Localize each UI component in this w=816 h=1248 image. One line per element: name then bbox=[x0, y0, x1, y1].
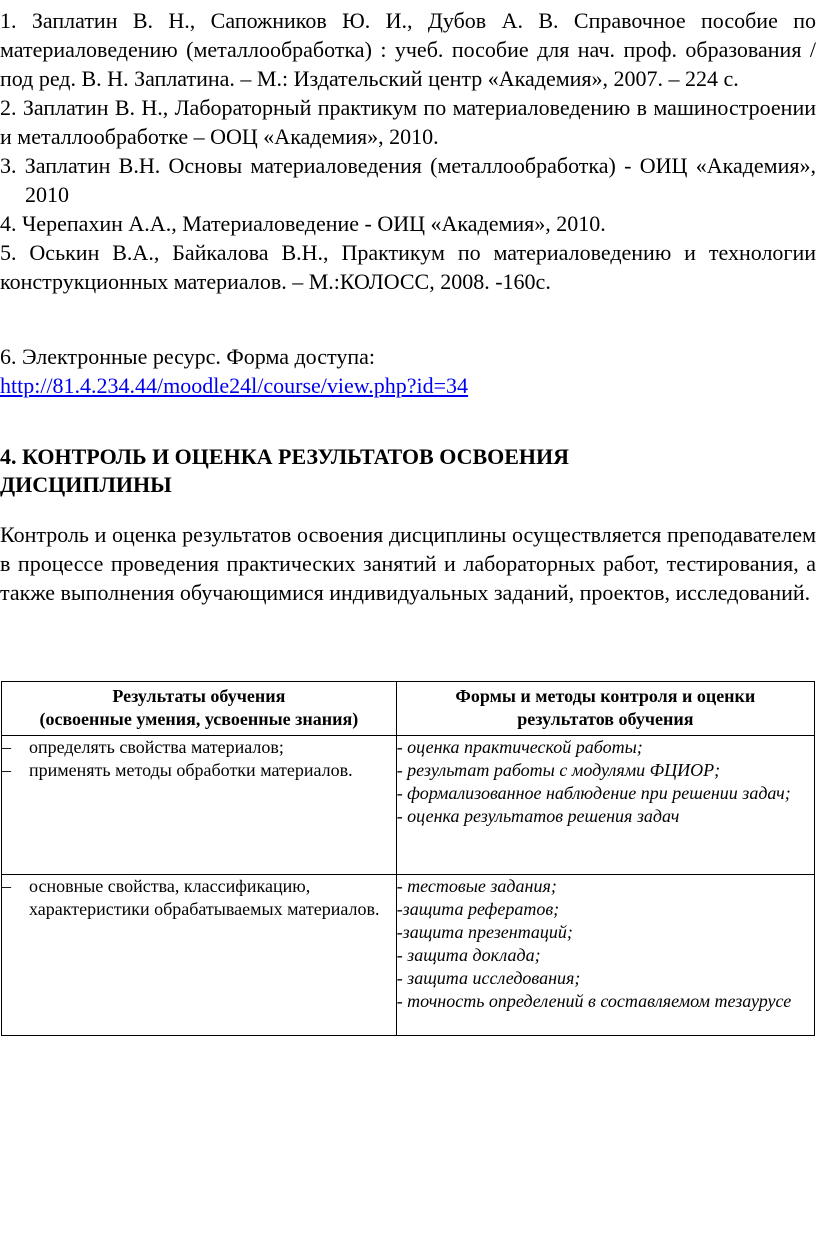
result-item bbox=[2, 759, 396, 782]
reference-item: 1. Заплатин В. Н., Сапожников Ю. И., Дубов А. В. Справочное пособие по материаловедению (металлообработка) : учеб. пособие для нач. проф. образования / под ред. В. Н. Заплатина. – М.: Издательский центр «Академия», 2007. – 224 с. bbox=[0, 8, 816, 91]
result-text: определять свойства материалов; bbox=[29, 737, 284, 757]
method-item: - защита исследования; bbox=[396, 968, 581, 988]
results-cell bbox=[2, 736, 397, 875]
header-line: результатов обучения bbox=[517, 709, 694, 729]
header-line: (освоенные умения, усвоенные знания) bbox=[39, 709, 359, 729]
header-line: Результаты обучения bbox=[112, 686, 286, 706]
results-cell bbox=[2, 875, 397, 1036]
method-item: - формализованное наблюдение при решении задач; bbox=[396, 783, 791, 803]
result-item bbox=[2, 736, 396, 759]
results-column-header bbox=[2, 682, 397, 736]
dash-bullet: – bbox=[2, 876, 11, 896]
reference-item: 5. Оськин В.А., Байкалова В.Н., Практикум по материаловедению и технологии конструкционных материалов. – М.:КОЛОСС, 2008. -160с. bbox=[0, 240, 816, 294]
electronic-resource-label: 6. Электронные ресурс. Форма доступа: bbox=[0, 344, 375, 369]
methods-column-header bbox=[396, 682, 814, 736]
method-item: - оценка результатов решения задач bbox=[396, 806, 680, 826]
method-item: - тестовые задания; bbox=[396, 876, 557, 896]
method-item: - результат работы с модулями ФЦИОР; bbox=[396, 760, 721, 780]
reference-item: 2. Заплатин В. Н., Лабораторный практикум по материаловедению в машиностроении и металлообработке – ООЦ «Академия», 2010. bbox=[0, 95, 816, 149]
result-text: основные свойства, классификацию, характеристики обрабатываемых материалов. bbox=[29, 876, 380, 919]
methods-cell bbox=[396, 875, 814, 1036]
table-row bbox=[2, 736, 815, 875]
method-item: - оценка практической работы; bbox=[396, 737, 643, 757]
table-row bbox=[2, 875, 815, 1036]
method-item: -защита презентаций; bbox=[396, 922, 573, 942]
section-heading: 4. КОНТРОЛЬ И ОЦЕНКА РЕЗУЛЬТАТОВ ОСВОЕНИЯ ДИСЦИПЛИНЫ bbox=[0, 444, 570, 497]
electronic-resource bbox=[0, 342, 816, 400]
section-intro: Контроль и оценка результатов освоения дисциплины осуществляется преподавателем в процессе проведения практических занятий и лабораторных работ, тестирования, а также выполнения обучающимися индивидуальных заданий, проектов, исследований. bbox=[0, 522, 816, 605]
reference-list bbox=[0, 6, 816, 296]
methods-cell bbox=[396, 736, 814, 875]
result-item bbox=[2, 875, 396, 921]
header-line: Формы и методы контроля и оценки bbox=[455, 686, 756, 706]
method-item: - защита доклада; bbox=[396, 945, 541, 965]
reference-item: 4. Черепахин А.А., Материаловедение - ОИЦ «Академия», 2010. bbox=[0, 211, 606, 236]
electronic-resource-link[interactable]: http://81.4.234.44/moodle24l/course/view.php?id=34 bbox=[0, 373, 469, 398]
assessment-table bbox=[1, 681, 815, 1036]
dash-bullet: – bbox=[2, 760, 11, 780]
dash-bullet: – bbox=[2, 737, 11, 757]
table-header-row bbox=[2, 682, 815, 736]
method-item: -защита рефератов; bbox=[396, 899, 560, 919]
result-text: применять методы обработки материалов. bbox=[29, 760, 353, 780]
reference-item: 3. Заплатин В.Н. Основы материаловедения (металлообработка) - ОИЦ «Академия», 2010 bbox=[0, 153, 816, 207]
method-item: - точность определений в составляемом тезаурусе bbox=[396, 991, 792, 1011]
